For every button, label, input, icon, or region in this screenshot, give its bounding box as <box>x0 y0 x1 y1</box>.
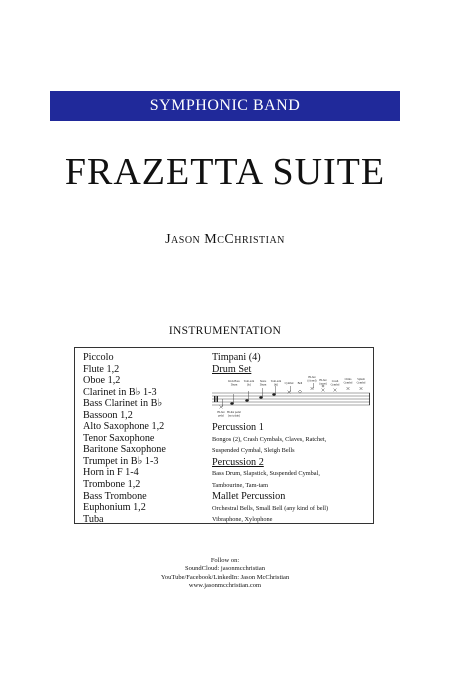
label-bell: Bell <box>297 382 303 385</box>
label-crash: Crash <box>331 380 339 383</box>
drum-key-labels <box>217 376 365 418</box>
percussion1-line: Bongos (2), Crash Cymbals, Claves, Ratchet, <box>212 435 327 443</box>
mallet-heading: Mallet Percussion <box>212 491 286 502</box>
label-hihat-open: (open) <box>319 382 327 386</box>
timpani-heading: Timpani (4) <box>212 352 261 363</box>
label-hihat-pedal: Hi-hat <box>217 411 225 414</box>
label-cymbal: Cymbal <box>284 382 294 385</box>
piece-title: FRAZETTA SUITE <box>64 151 386 193</box>
note-head <box>272 393 275 395</box>
footer-line: www.jasonmcchristian.com <box>188 581 262 589</box>
note-head <box>245 399 248 401</box>
instrument-item: Bass Clarinet in B♭ <box>83 398 163 410</box>
instrument-list <box>83 352 166 525</box>
drum-staff-svg <box>212 375 370 422</box>
x-note <box>322 389 325 392</box>
x-note <box>220 406 223 409</box>
instrumentation-heading: INSTRUMENTATION <box>168 325 282 337</box>
percussion-clef <box>214 396 215 402</box>
drum-staff-lines <box>212 393 370 405</box>
instrument-item: Baritone Saxophone <box>83 444 166 456</box>
composer-name: Jason McChristian <box>165 232 285 247</box>
percussion2-line: Tambourine, Tam-tam <box>212 481 269 489</box>
note-head <box>259 396 262 398</box>
label-splash: Splash <box>357 378 365 381</box>
label-hihat-pedal-2: Hi-hat pedal <box>227 411 241 414</box>
x-note <box>311 387 314 390</box>
label-snare: Snare <box>259 380 267 383</box>
instrument-item: Euphonium 1,2 <box>83 502 146 514</box>
x-note <box>360 387 363 390</box>
label-hihat-open: Hi-hat <box>319 379 327 382</box>
label-kick: Kick Bass <box>228 380 240 383</box>
label-china: Cymbal <box>343 381 353 385</box>
instrument-item: Oboe 1,2 <box>83 375 121 387</box>
mallet-line: Vibraphone, Xylophone <box>212 516 273 523</box>
label-hihat-pedal: pedal <box>217 414 225 418</box>
footer-line: Follow on: <box>210 557 240 564</box>
instrument-item: Trombone 1,2 <box>83 479 141 491</box>
percussion2-line: Bass Drum, Slapstick, Suspended Cymbal, <box>212 470 320 477</box>
label-crash: Cymbal <box>330 383 340 387</box>
instrument-item: Horn in F 1-4 <box>83 467 139 479</box>
percussion2-heading: Percussion 2 <box>212 456 264 468</box>
drum-set-heading: Drum Set <box>212 363 252 375</box>
label-splash: Cymbal <box>356 381 366 385</box>
instrument-item: Piccolo <box>83 352 114 363</box>
label-tom-hi: Tom-tom <box>270 380 282 383</box>
instrument-item: Tuba <box>83 513 104 525</box>
mallet-line: Orchestral Bells, Small Bell (any kind of bell) <box>212 504 329 512</box>
label-snare: Drum <box>259 383 267 387</box>
percussion1-line: Suspended Cymbal, Sleigh Bells <box>212 447 295 454</box>
instrument-item: Bassoon 1,2 <box>83 409 133 421</box>
percussion-list <box>212 352 372 526</box>
label-kick: Drum <box>230 383 238 387</box>
label-hihat-pedal-2: (not plain) <box>228 414 240 418</box>
label-china: China <box>344 378 352 381</box>
instrument-item: Bass Trombone <box>83 490 147 502</box>
footer-line: SoundCloud: jasonmcchristian <box>185 565 265 573</box>
x-note <box>347 387 350 390</box>
ensemble-banner <box>50 91 400 121</box>
label-tom-lo: (lo) <box>246 383 252 387</box>
label-tom-lo: Tom-tom <box>243 380 255 383</box>
x-note <box>334 389 337 392</box>
ensemble-label: SYMPHONIC BAND <box>149 97 301 114</box>
instrument-item: Clarinet in B♭ 1-3 <box>83 386 157 398</box>
instrument-item: Flute 1,2 <box>83 363 120 375</box>
footer-line: YouTube/Facebook/LinkedIn: Jason McChristian <box>160 573 290 581</box>
contact-footer <box>0 557 450 590</box>
drum-key-notes <box>220 383 363 409</box>
label-hihat-closed: Hi-hat <box>308 376 316 379</box>
instrument-item: Alto Saxophone 1,2 <box>83 421 165 433</box>
instrumentation-box <box>74 347 374 524</box>
label-tom-hi: (hi) <box>273 383 279 387</box>
percussion1-heading: Percussion 1 <box>212 422 264 433</box>
note-head <box>230 402 233 404</box>
instrument-item: Tenor Saxophone <box>83 432 155 444</box>
percussion-clef <box>217 396 218 402</box>
diamond-note <box>298 390 301 393</box>
drum-set-notation-key <box>212 375 370 422</box>
label-hihat-closed: (closed) <box>307 379 317 383</box>
instrument-item: Trumpet in B♭ 1-3 <box>83 455 159 467</box>
